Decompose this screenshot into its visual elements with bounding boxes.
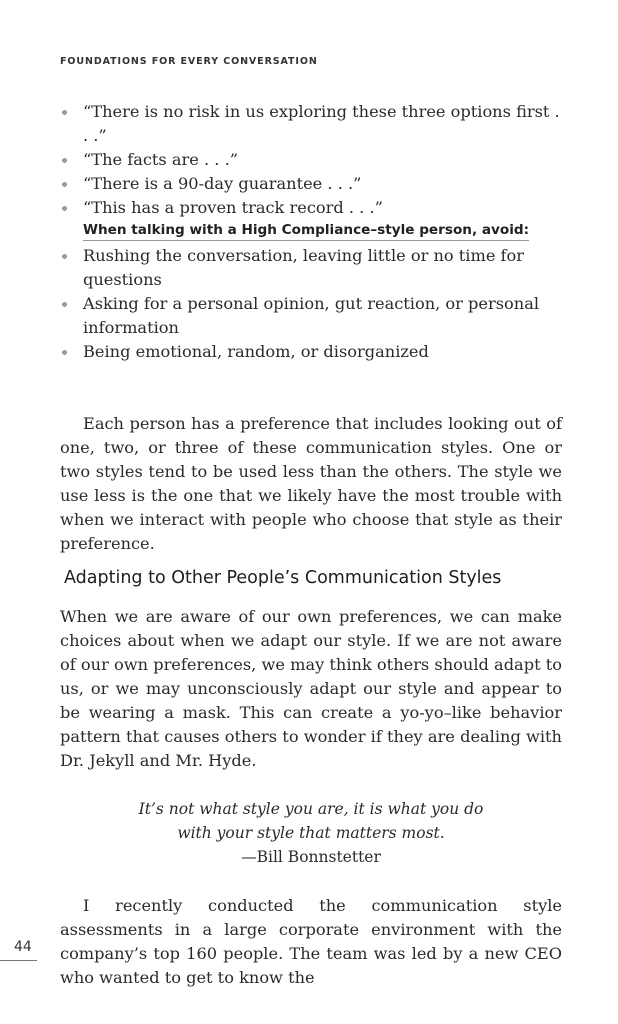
quote-line: It’s not what style you are, it is what you do: [138, 800, 484, 818]
page-number: 44: [14, 939, 32, 955]
list-item: “The facts are . . .”: [60, 148, 562, 172]
list-item: “There is no risk in us exploring these three options first . . .”: [60, 100, 562, 148]
list-item: Rushing the conversation, leaving little or no time for questions: [60, 244, 562, 292]
quote-attribution: —Bill Bonnstetter: [241, 848, 381, 866]
epigraph-quote: [60, 797, 562, 869]
body-paragraph: Each person has a preference that includes looking out of one, two, or three of these communication styles. One or two styles tend to be used less than the others. The style we use less is the one that we likely have the most trouble with when we interact with people who choose that style as their preference.: [60, 414, 562, 553]
phrases-bullet-list: [60, 100, 562, 220]
bullet-dot-icon: [62, 110, 67, 115]
bullet-dot-icon: [62, 182, 67, 187]
body-paragraph: I recently conducted the communication style assessments in a large corporate environment with the company’s top 160 people. The team was led by a new CEO who wanted to get to know the: [60, 896, 562, 987]
section-heading: Adapting to Other People’s Communication Styles: [64, 568, 502, 588]
avoid-subheading: When talking with a High Compliance–style person, avoid:: [83, 222, 529, 241]
bullet-dot-icon: [62, 302, 67, 307]
bullet-dot-icon: [62, 158, 67, 163]
body-paragraph: When we are aware of our own preferences, we can make choices about when we adapt our style. If we are not aware of our own preferences, we may think others should adapt to us, or we may unconsciously adapt our style and appear to be wearing a mask. This can create a yo-yo–like behavior pattern that causes others to wonder if they are dealing with Dr. Jekyll and Mr. Hyde.: [60, 607, 562, 770]
list-item: “There is a 90-day guarantee . . .”: [60, 172, 562, 196]
bullet-dot-icon: [62, 254, 67, 259]
list-item: Asking for a personal opinion, gut reaction, or personal information: [60, 292, 562, 340]
running-head: FOUNDATIONS FOR EVERY CONVERSATION: [60, 56, 318, 67]
bullet-dot-icon: [62, 206, 67, 211]
page-number-rule: [0, 960, 37, 961]
quote-line: with your style that matters most.: [177, 824, 445, 842]
bullet-dot-icon: [62, 350, 67, 355]
avoid-bullet-list: [60, 244, 562, 364]
list-item: Being emotional, random, or disorganized: [60, 340, 562, 364]
list-item: “This has a proven track record . . .”: [60, 196, 562, 220]
